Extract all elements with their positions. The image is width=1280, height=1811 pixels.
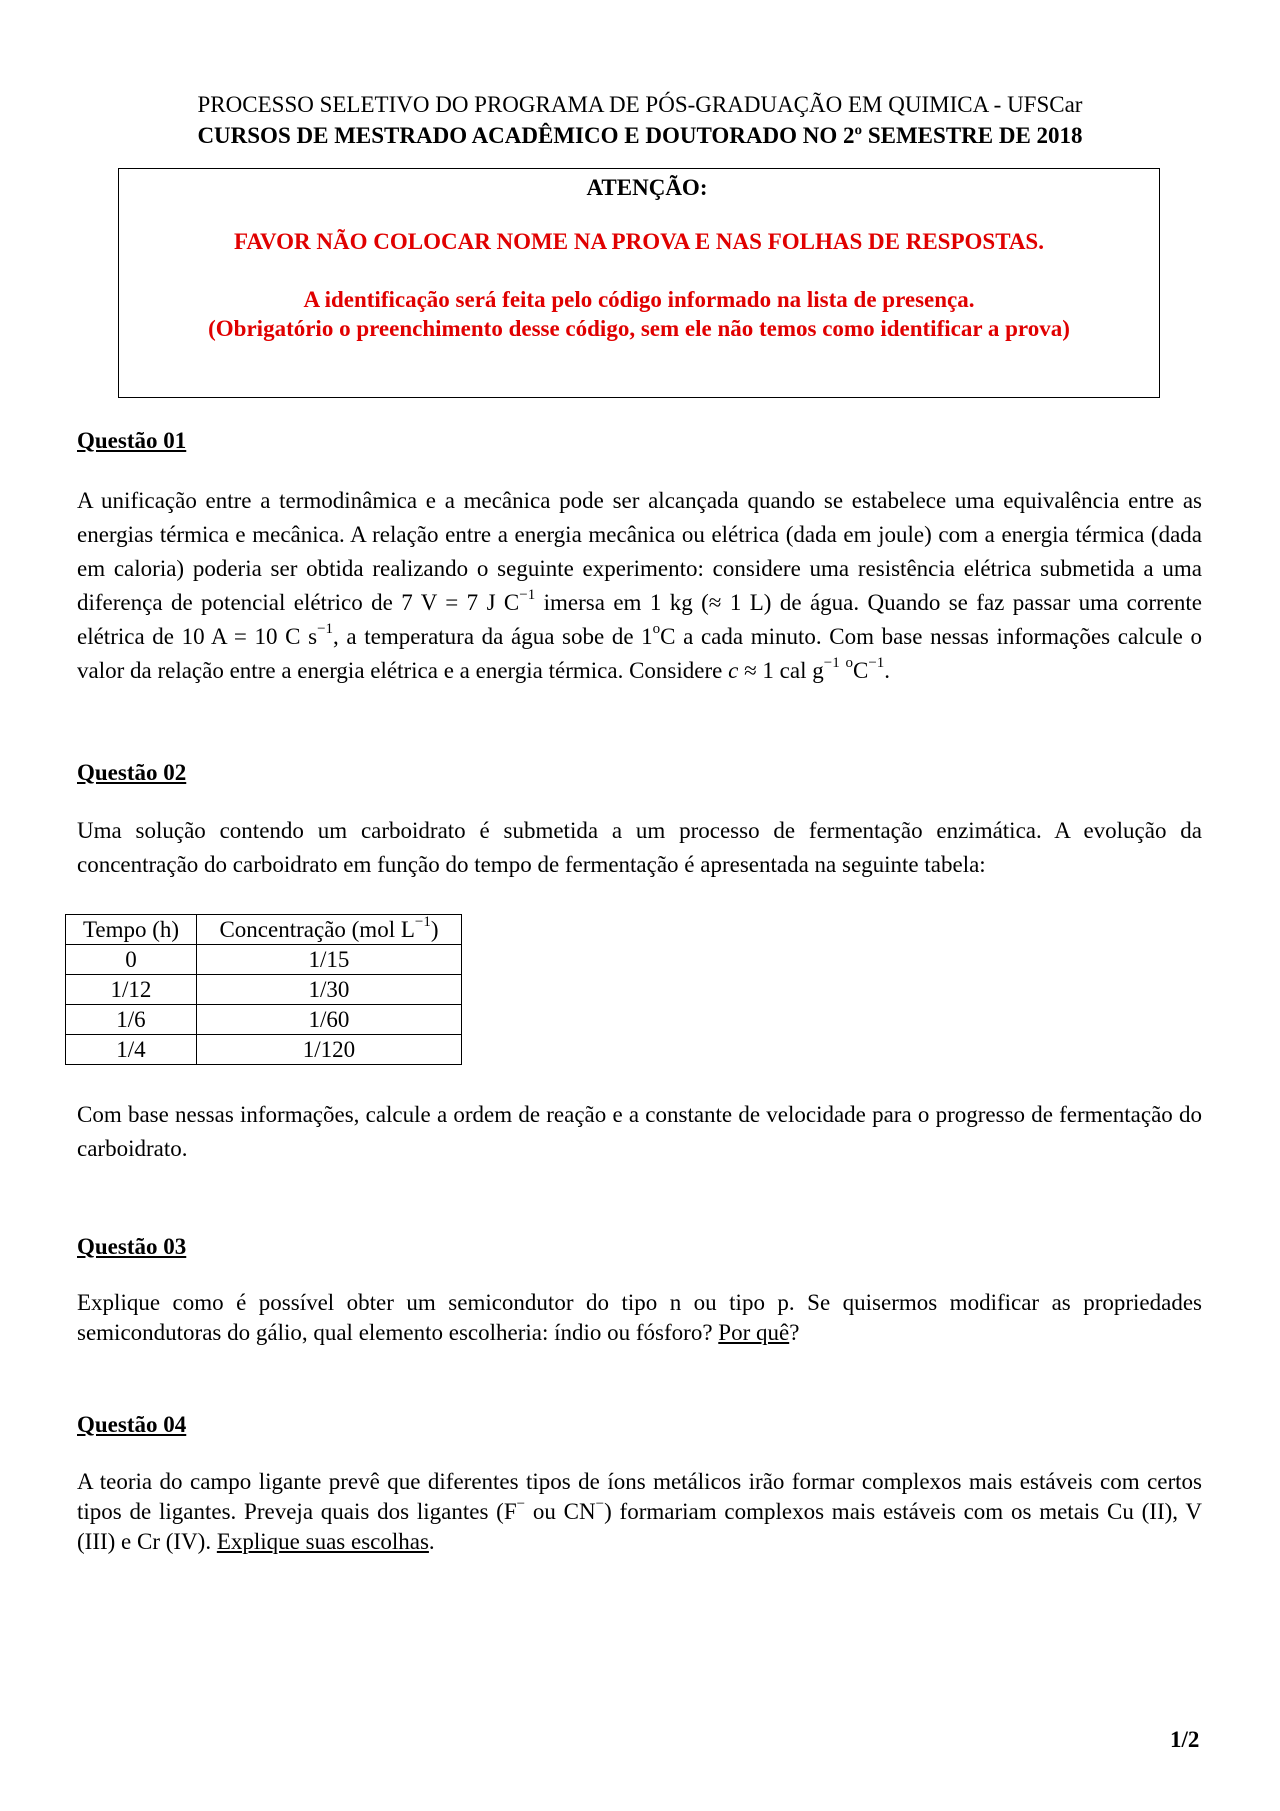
question-03-title: Questão 03: [77, 1234, 187, 1259]
concentration-cell: 1/30: [197, 975, 462, 1005]
attention-line-2: (Obrigatório o preenchimento desse código, sem ele não temos como identificar a prova): [208, 316, 1070, 341]
q1-text-2: imersa em 1 kg (≈ 1 L) de água. Quando se faz passar uma corrente elétrica de 10 A = 10 C s: [77, 590, 1202, 649]
q1-sup-5: o: [845, 655, 853, 672]
q1-text-3: , a temperatura da água sobe de 1: [333, 624, 653, 649]
concentration-table: [65, 914, 462, 1065]
q1-sup-3: o: [652, 621, 661, 638]
question-02-followup: Com base nessas informações, calcule a ordem de reação e a constante de velocidade para o progresso de fermentação do carboidrato.: [77, 1102, 1202, 1161]
attention-line-1: A identificação será feita pelo código informado na lista de presença.: [303, 287, 975, 312]
q3-text-2: ?: [789, 1320, 800, 1345]
q1-text-4: C a cada minuto. Com base nessas informações calcule o valor da relação entre a energia elétrica e a energia térmica. Considere: [77, 624, 1202, 683]
time-cell: 1/6: [66, 1005, 197, 1035]
header-concentration-sup: −1: [414, 913, 431, 930]
q1-text-5: ≈ 1 cal g: [738, 658, 824, 683]
question-01-text: [77, 484, 1202, 688]
question-01-title: Questão 01: [77, 428, 187, 453]
attention-title: ATENÇÃO:: [586, 175, 708, 200]
question-04-title: Questão 04: [77, 1412, 187, 1437]
time-cell: 0: [66, 945, 197, 975]
q1-sup-2: −1: [317, 621, 334, 638]
q1-sup-6: −1: [868, 655, 885, 672]
question-04-text: [77, 1467, 1202, 1557]
q3-underlined: Por quê: [718, 1320, 790, 1345]
header-concentration-text: Concentração (mol L: [219, 916, 415, 942]
header-line-1: PROCESSO SELETIVO DO PROGRAMA DE PÓS-GRADUAÇÃO EM QUIMICA - UFSCar: [197, 92, 1083, 117]
q4-sup-1: −: [516, 1496, 526, 1513]
q4-text-2: ou CN: [525, 1499, 596, 1524]
time-cell: 1/12: [66, 975, 197, 1005]
page-number: 1/2: [1170, 1727, 1200, 1752]
q3-text-1: Explique como é possível obter um semicondutor do tipo n ou tipo p. Se quisermos modificar as propriedades semicondutoras do gálio, qual elemento escolheria: índio ou fósforo?: [77, 1290, 1202, 1345]
concentration-cell: 1/15: [197, 945, 462, 975]
header-concentration-end: ): [430, 916, 439, 942]
table-row: [66, 1035, 462, 1065]
q1-text-8: .: [884, 658, 891, 683]
question-03-text: [77, 1288, 1202, 1348]
q4-text-3: ) formariam complexos mais estáveis com os metais Cu (II), V (III) e Cr (IV).: [77, 1499, 1203, 1554]
q1-sup-4: −1: [823, 655, 840, 672]
attention-box: [118, 168, 1160, 398]
q1-text-1: A unificação entre a termodinâmica e a mecânica pode ser alcançada quando se estabelece uma equivalência entre as energias térmica e mecânica. A relação entre a energia mecânica ou elétrica (dada em joule) com a energia térmica (dada em caloria) poderia ser obtida realizando o seguinte experimento: considere uma resistência elétrica submetida a uma diferença de potencial elétrico de 7 V = 7 J C: [77, 488, 1202, 615]
time-cell: 1/4: [66, 1035, 197, 1065]
q1-sup-1: −1: [519, 587, 536, 604]
q4-underlined: Explique suas escolhas: [216, 1529, 429, 1554]
table-row: [66, 945, 462, 975]
q1-var-c: c: [728, 658, 739, 683]
header-concentration: [197, 915, 462, 945]
header-line-2: CURSOS DE MESTRADO ACADÊMICO E DOUTORADO NO 2º SEMESTRE DE 2018: [197, 123, 1083, 148]
table-header-row: [66, 915, 462, 945]
q4-text-4: .: [428, 1529, 435, 1554]
concentration-cell: 1/120: [197, 1035, 462, 1065]
attention-warning: FAVOR NÃO COLOCAR NOME NA PROVA E NAS FOLHAS DE RESPOSTAS.: [234, 229, 1044, 254]
table-row: [66, 1005, 462, 1035]
concentration-cell: 1/60: [197, 1005, 462, 1035]
q1-text-7: C: [852, 658, 869, 683]
question-02-title: Questão 02: [77, 760, 187, 785]
header-time: Tempo (h): [66, 915, 197, 945]
q4-sup-2: −: [595, 1496, 605, 1513]
q4-text-1: A teoria do campo ligante prevê que diferentes tipos de íons metálicos irão formar complexos mais estáveis com certos tipos de ligantes. Preveja quais dos ligantes (F: [77, 1469, 1202, 1524]
table-row: [66, 975, 462, 1005]
question-02-intro: Uma solução contendo um carboidrato é submetida a um processo de fermentação enzimática. A evolução da concentração do carboidrato em função do tempo de fermentação é apresentada na seguinte tabela:: [77, 818, 1202, 877]
